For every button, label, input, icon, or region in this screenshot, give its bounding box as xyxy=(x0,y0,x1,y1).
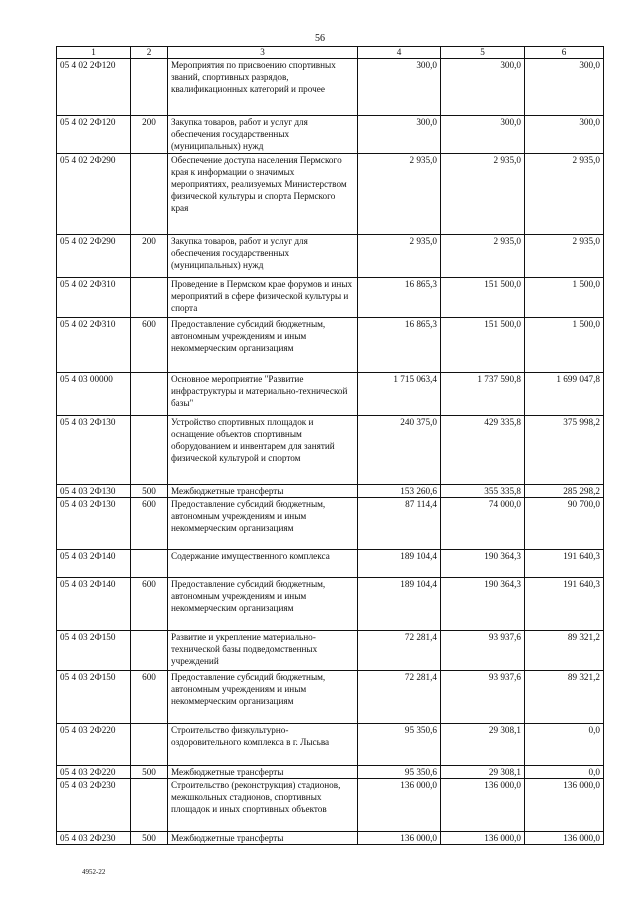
cell-code: 05 4 03 2Ф130 xyxy=(57,416,131,485)
table-row xyxy=(57,498,604,550)
cell-code: 05 4 02 2Ф310 xyxy=(57,278,131,318)
cell-description: Межбюджетные трансферты xyxy=(168,485,358,498)
table-row xyxy=(57,318,604,373)
cell-code: 05 4 03 2Ф150 xyxy=(57,671,131,724)
cell-expense-type: 600 xyxy=(131,671,168,724)
cell-amount-2: 355 335,8 xyxy=(441,485,525,498)
cell-description: Предоставление субсидий бюджетным, автономным учреждениям и иным некоммерческим организациям xyxy=(168,671,358,724)
cell-description: Проведение в Пермском крае форумов и иных мероприятий в сфере физической культуры и спорта xyxy=(168,278,358,318)
cell-code: 05 4 03 2Ф230 xyxy=(57,832,131,845)
cell-expense-type xyxy=(131,373,168,416)
cell-amount-3: 285 298,2 xyxy=(525,485,604,498)
cell-amount-1: 1 715 063,4 xyxy=(358,373,441,416)
cell-description: Строительство физкультурно-оздоровительного комплекса в г. Лысьва xyxy=(168,724,358,766)
table-row xyxy=(57,59,604,116)
cell-amount-1: 2 935,0 xyxy=(358,235,441,278)
cell-amount-2: 29 308,1 xyxy=(441,724,525,766)
table-row xyxy=(57,631,604,671)
cell-expense-type: 500 xyxy=(131,766,168,779)
cell-description: Межбюджетные трансферты xyxy=(168,832,358,845)
cell-amount-1: 240 375,0 xyxy=(358,416,441,485)
cell-amount-3: 1 699 047,8 xyxy=(525,373,604,416)
cell-amount-3: 300,0 xyxy=(525,116,604,154)
cell-amount-1: 189 104,4 xyxy=(358,578,441,631)
cell-amount-2: 136 000,0 xyxy=(441,779,525,832)
cell-amount-2: 151 500,0 xyxy=(441,278,525,318)
column-header-4: 4 xyxy=(358,47,441,59)
cell-amount-2: 93 937,6 xyxy=(441,631,525,671)
cell-description: Развитие и укрепление материально-технической базы подведомственных учреждений xyxy=(168,631,358,671)
cell-amount-2: 74 000,0 xyxy=(441,498,525,550)
cell-amount-3: 375 998,2 xyxy=(525,416,604,485)
table-row xyxy=(57,724,604,766)
column-header-1: 1 xyxy=(57,47,131,59)
cell-amount-2: 190 364,3 xyxy=(441,550,525,578)
cell-amount-3: 0,0 xyxy=(525,766,604,779)
cell-amount-3: 1 500,0 xyxy=(525,318,604,373)
column-header-2: 2 xyxy=(131,47,168,59)
cell-code: 05 4 03 2Ф220 xyxy=(57,724,131,766)
cell-description: Предоставление субсидий бюджетным, автономным учреждениям и иным некоммерческим организациям xyxy=(168,318,358,373)
table-row xyxy=(57,671,604,724)
cell-amount-3: 1 500,0 xyxy=(525,278,604,318)
cell-amount-1: 300,0 xyxy=(358,116,441,154)
cell-expense-type xyxy=(131,278,168,318)
cell-amount-2: 29 308,1 xyxy=(441,766,525,779)
cell-code: 05 4 03 2Ф130 xyxy=(57,485,131,498)
cell-amount-2: 300,0 xyxy=(441,59,525,116)
cell-amount-3: 89 321,2 xyxy=(525,631,604,671)
cell-description: Строительство (реконструкция) стадионов, межшкольных стадионов, спортивных площадок и иных спортивных объектов xyxy=(168,779,358,832)
table-row xyxy=(57,416,604,485)
cell-expense-type: 200 xyxy=(131,235,168,278)
cell-code: 05 4 03 2Ф220 xyxy=(57,766,131,779)
table-row xyxy=(57,485,604,498)
cell-expense-type xyxy=(131,631,168,671)
cell-amount-2: 93 937,6 xyxy=(441,671,525,724)
cell-code: 05 4 02 2Ф120 xyxy=(57,59,131,116)
cell-amount-1: 16 865,3 xyxy=(358,278,441,318)
cell-amount-2: 300,0 xyxy=(441,116,525,154)
cell-amount-3: 2 935,0 xyxy=(525,235,604,278)
cell-expense-type: 600 xyxy=(131,318,168,373)
table-body xyxy=(57,59,604,845)
column-header-3: 3 xyxy=(168,47,358,59)
cell-expense-type: 200 xyxy=(131,116,168,154)
table-row xyxy=(57,154,604,235)
cell-description: Предоставление субсидий бюджетным, автономным учреждениям и иным некоммерческим организациям xyxy=(168,578,358,631)
cell-expense-type: 500 xyxy=(131,832,168,845)
cell-amount-3: 2 935,0 xyxy=(525,154,604,235)
cell-expense-type xyxy=(131,59,168,116)
table-row xyxy=(57,373,604,416)
cell-amount-1: 95 350,6 xyxy=(358,724,441,766)
table-row xyxy=(57,832,604,845)
cell-amount-3: 89 321,2 xyxy=(525,671,604,724)
cell-description: Устройство спортивных площадок и оснащение объектов спортивным оборудованием и инвентарем для занятий физической культурой и спортом xyxy=(168,416,358,485)
cell-amount-1: 136 000,0 xyxy=(358,832,441,845)
cell-expense-type xyxy=(131,779,168,832)
cell-description: Предоставление субсидий бюджетным, автономным учреждениям и иным некоммерческим организациям xyxy=(168,498,358,550)
table-row xyxy=(57,278,604,318)
cell-expense-type: 600 xyxy=(131,498,168,550)
cell-code: 05 4 03 2Ф230 xyxy=(57,779,131,832)
table-row xyxy=(57,766,604,779)
cell-code: 05 4 03 2Ф150 xyxy=(57,631,131,671)
cell-description: Мероприятия по присвоению спортивных званий, спортивных разрядов, квалификационных категорий и прочее xyxy=(168,59,358,116)
cell-amount-1: 95 350,6 xyxy=(358,766,441,779)
cell-code: 05 4 03 00000 xyxy=(57,373,131,416)
footer-code: 4952-22 xyxy=(82,868,106,876)
cell-expense-type xyxy=(131,724,168,766)
cell-amount-1: 189 104,4 xyxy=(358,550,441,578)
cell-amount-1: 72 281,4 xyxy=(358,671,441,724)
cell-amount-3: 136 000,0 xyxy=(525,832,604,845)
cell-amount-1: 300,0 xyxy=(358,59,441,116)
cell-description: Обеспечение доступа населения Пермского края к информации о значимых мероприятиях, реализуемых Министерством физической культуры и спорта Пермского края xyxy=(168,154,358,235)
budget-table xyxy=(56,46,604,845)
cell-amount-2: 136 000,0 xyxy=(441,832,525,845)
cell-code: 05 4 03 2Ф130 xyxy=(57,498,131,550)
cell-code: 05 4 02 2Ф310 xyxy=(57,318,131,373)
cell-amount-2: 190 364,3 xyxy=(441,578,525,631)
cell-amount-2: 2 935,0 xyxy=(441,235,525,278)
cell-description: Содержание имущественного комплекса xyxy=(168,550,358,578)
cell-expense-type xyxy=(131,154,168,235)
cell-amount-2: 1 737 590,8 xyxy=(441,373,525,416)
cell-amount-1: 136 000,0 xyxy=(358,779,441,832)
cell-amount-2: 151 500,0 xyxy=(441,318,525,373)
column-header-5: 5 xyxy=(441,47,525,59)
cell-amount-3: 136 000,0 xyxy=(525,779,604,832)
cell-code: 05 4 03 2Ф140 xyxy=(57,550,131,578)
cell-description: Межбюджетные трансферты xyxy=(168,766,358,779)
column-header-6: 6 xyxy=(525,47,604,59)
cell-amount-3: 0,0 xyxy=(525,724,604,766)
table-row xyxy=(57,779,604,832)
cell-amount-1: 2 935,0 xyxy=(358,154,441,235)
cell-amount-1: 16 865,3 xyxy=(358,318,441,373)
cell-expense-type xyxy=(131,416,168,485)
table-row xyxy=(57,235,604,278)
table-row xyxy=(57,116,604,154)
cell-amount-1: 72 281,4 xyxy=(358,631,441,671)
table-row xyxy=(57,550,604,578)
cell-amount-3: 300,0 xyxy=(525,59,604,116)
cell-code: 05 4 02 2Ф290 xyxy=(57,154,131,235)
cell-expense-type: 600 xyxy=(131,578,168,631)
cell-description: Закупка товаров, работ и услуг для обеспечения государственных (муниципальных) нужд xyxy=(168,235,358,278)
cell-amount-2: 2 935,0 xyxy=(441,154,525,235)
cell-code: 05 4 02 2Ф290 xyxy=(57,235,131,278)
cell-amount-3: 191 640,3 xyxy=(525,550,604,578)
cell-amount-2: 429 335,8 xyxy=(441,416,525,485)
cell-expense-type xyxy=(131,550,168,578)
cell-description: Основное мероприятие "Развитие инфраструктуры и материально-технической базы" xyxy=(168,373,358,416)
cell-expense-type: 500 xyxy=(131,485,168,498)
cell-code: 05 4 02 2Ф120 xyxy=(57,116,131,154)
page-number: 56 xyxy=(315,33,325,44)
cell-amount-3: 191 640,3 xyxy=(525,578,604,631)
table-row xyxy=(57,578,604,631)
cell-code: 05 4 03 2Ф140 xyxy=(57,578,131,631)
cell-description: Закупка товаров, работ и услуг для обеспечения государственных (муниципальных) нужд xyxy=(168,116,358,154)
cell-amount-1: 87 114,4 xyxy=(358,498,441,550)
cell-amount-1: 153 260,6 xyxy=(358,485,441,498)
table-header-row xyxy=(57,47,604,59)
cell-amount-3: 90 700,0 xyxy=(525,498,604,550)
